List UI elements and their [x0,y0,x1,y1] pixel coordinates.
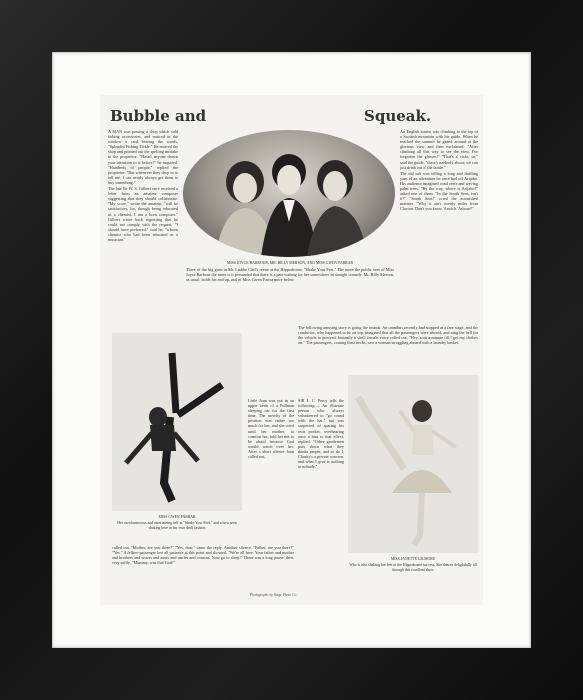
caption-janette-gilmore-detail: Who is also shaking her feet in the Hippodrome success. She dances delightfully all through this excellent show [349,563,477,572]
story-gilbert: The late Sir W. S. Gilbert once received a letter from an amateur composer suggesting that they should collaborate. "My score," wrote the amateur, "will be satisfactory, for, though being educated as a chemist, I am a born composer." Gilbert wrote back regretting that he could not comply with the request. "I should have preferred," said he, "a born chemist who had been educated as a musician." [108,186,178,242]
story-little-joan-continued: called out, "Mother, are you there?" "Yes, dear," came the reply. Another silence. "Father, are you there?" "Yes." A fellow-passenger lost all patience at this point and shouted, "We're all here. Your father and mother and brothers and sisters and aunts and uncles and cousins. Now go to sleep!" There was a long pause, then, very softly, "Mummy, was that God?" [112,545,294,566]
gwen-farrar-figure [112,333,242,511]
trio-photo [183,130,395,257]
story-fishing-tickle: A MAN was passing a shop which sold fishing accessories, and noticed in the window a card bearing the words, "Splendid Fishing Tickle." He entered the shop and pointed out the spelling mistake to the proprietor. "Hasn't anyone drawn your attention to it before?" he inquired. "Hundreds of people," replied the proprietor. "But whenever they drop in to tell me, I can nearly always get them to buy something." [108,129,178,185]
caption-gwen-farrar-detail: Her own humorous and entertaining self in "Shake Your Feet," and a bow seen shaking here in her own droll fashion [117,521,237,530]
trio-caption: MISS JOYCE BARBOUR, MR. BILLY MERSON, AND MISS GWEN FARRAR [227,261,353,265]
story-scottish-guide: An English tourist was climbing to the top of a Scottish mountain with his guide. When he reached the summit he gazed around at the glorious view and then exclaimed: "After climbing all this way to see the view, I've forgotten the glasses!" "That's a' richt, sir," said the guide, "there's naebody aboot; we can just drink oot o' the bottle." [400,129,478,170]
photo-credit: Photographs by Stage Photo Co. [250,593,298,597]
headline-right: Squeak. [364,107,432,125]
photo-janette-gilmore [348,375,478,553]
headline-left: Bubble and [110,107,207,125]
photo-gwen-farrar [112,333,242,511]
caption-gwen-farrar: MISS GWEN FARRAR [158,515,196,519]
trio-description: Three of the big guns in Mr. Laddie Cliff's revue at the Hippodrome, "Shake Your Feet." The more the public sees of Miss Joyce Barbour the more is it persuaded that there is a part waiting for her somewhere in straight comedy. Mr. Billy Merson, as usual, holds his end up, and of Miss Gwen Farrar more below [186,267,394,283]
magazine-page [100,95,483,605]
column-right [400,129,478,289]
story-omnibus: The following amusing story is going the rounds. An omnibus recently had stopped at a fare stage, and the conductor, who happened to be on top, imagined that all the passengers were aboard, and rang the bell for the vehicle to proceed. Instantly a shrill female voice called out, "Hey, wait a minute till I get my clothes on." The passengers, craning their necks, saw a woman struggling aboard with a laundry basket. [298,325,478,346]
story-old-salt: The old salt was telling a long and thrilling yarn of an adventure he once had off Arijabo. His audience imagined coral reefs and waving palm trees. "By the way, where is Arijabo?" asked one of them. "In the South Seas, isn't it?" "South Seas!" cried the astonished mariner. "Why it ain't twenty miles from Clacton. Don't you know 'Arwich 'Arbour?" [400,170,478,212]
trio-photo-figures [183,130,395,257]
story-percy: SIR J. C. Percy tells the following:— An illiterate person who always volunteered to "go round with the hat," but was suspected of sparing his own pocket, overhearing once a hint to that effect, replied: "Other gentlemen puts down what they thinks proper, and so do I. Charity's a private concern, and what I give is nothing to nobody." [298,398,344,470]
column-left [108,129,178,355]
story-little-joan: Little Joan was put in an upper berth of a Pullman sleeping car for the first time. The novelty of the position was rather too much for her, and she cried until her mother, to comfort her, told her not to be afraid because God would watch over her. After a short silence Joan called out, [248,398,294,460]
caption-janette-gilmore: MISS JANETTE GILMORE [390,557,436,561]
janette-gilmore-figure [348,375,478,553]
